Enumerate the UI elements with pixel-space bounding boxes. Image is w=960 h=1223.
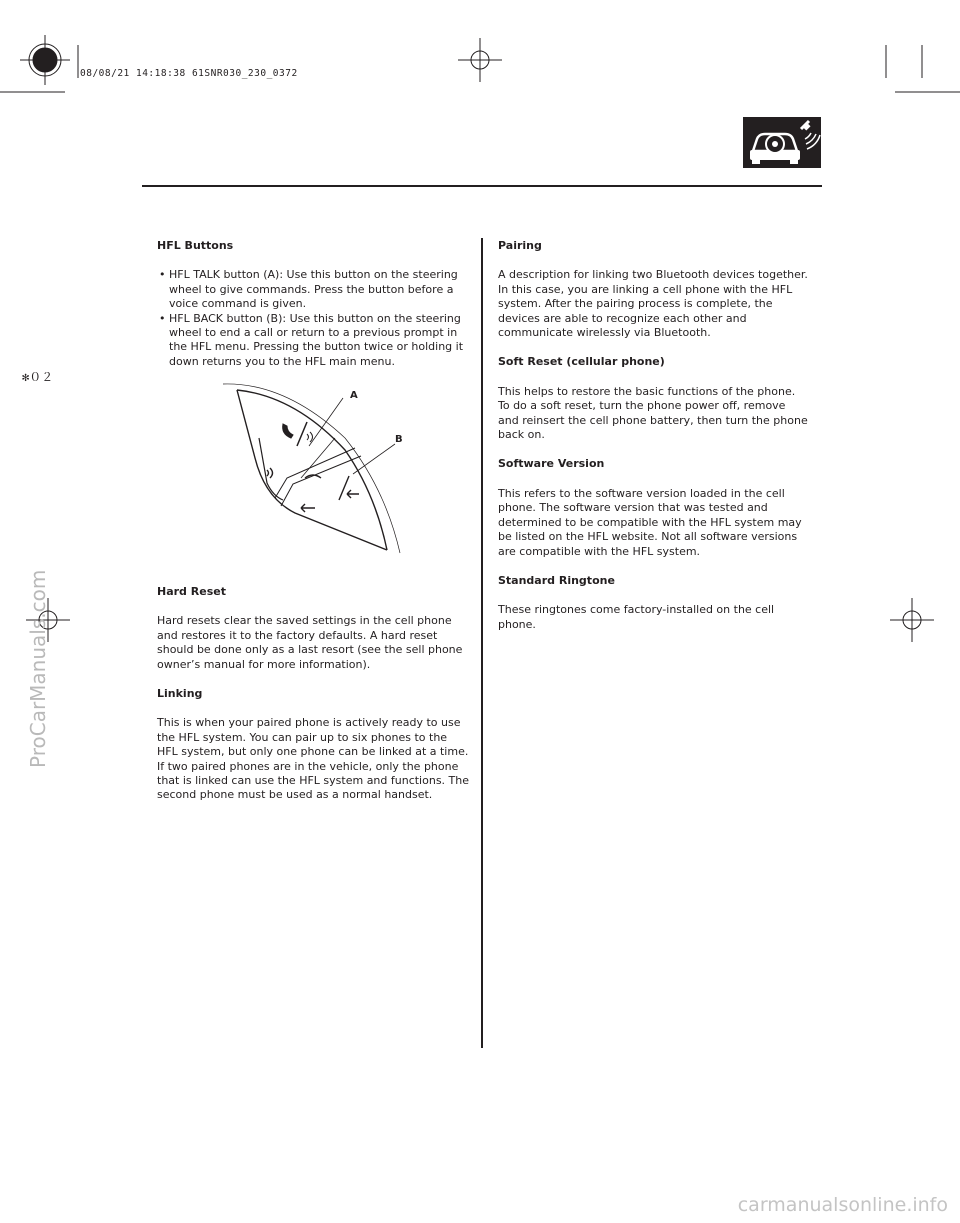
callout-b: B bbox=[395, 434, 403, 445]
pairing-heading: Pairing bbox=[498, 239, 542, 252]
steering-wheel-buttons-figure bbox=[215, 378, 415, 558]
linking-body: This is when your paired phone is actively ready to use the HFL system. You can pair up to six phones to the HFL system, but only one phone can be linked at a time. If two paired phones are in the vehicle, only the phone that is linked can use the HFL system and functions. The second phone must be used as a normal handset. bbox=[157, 716, 469, 802]
footer-watermark: carmanualsonline.info bbox=[737, 1194, 948, 1216]
right-column bbox=[498, 239, 818, 647]
side-watermark: ProCarManuals.com bbox=[26, 569, 50, 768]
software-version-heading: Software Version bbox=[498, 457, 605, 471]
car-satellite-icon bbox=[743, 117, 821, 168]
standard-ringtone-heading: Standard Ringtone bbox=[498, 573, 615, 587]
pairing-body: A description for linking two Bluetooth devices together. In this case, you are linking a cell phone with the HFL system. After the pairing process is complete, the devices are able to recognize each other and communicate wirelessly via Bluetooth. bbox=[498, 268, 808, 340]
software-version-body: This refers to the software version loaded in the cell phone. The software version that was tested and determined to be compatible with the HFL system may be listed on the HFL website. Not all software versions are compatible with the HFL system. bbox=[498, 486, 802, 558]
standard-ringtone-body: These ringtones come factory-installed on the cell phone. bbox=[498, 603, 775, 631]
hard-reset-body: Hard resets clear the saved settings in the cell phone and restores it to the factory defaults. A hard reset should be done only as a last resort (see the sell phone owner’s manual for more information). bbox=[157, 614, 463, 671]
column-divider bbox=[481, 238, 483, 1048]
print-stamp: 08/08/21 14:18:38 61SNR030_230_0372 bbox=[80, 68, 298, 79]
list-item: • HFL TALK button (A): Use this button on the steering wheel to give commands. Press the button before a voice command is given. bbox=[157, 268, 469, 311]
page-code: ✻０２ bbox=[22, 370, 54, 384]
linking-heading: Linking bbox=[157, 687, 203, 701]
talk-button-icon bbox=[283, 422, 313, 446]
soft-reset-heading: Soft Reset (cellular phone) bbox=[498, 355, 665, 369]
list-item: • HFL BACK button (B): Use this button on the steering wheel to end a call or return to a previous prompt in the HFL menu. Pressing the button twice or holding it down returns you to the HFL main menu. bbox=[157, 312, 469, 370]
left-lower-column bbox=[157, 585, 469, 818]
soft-reset-body: This helps to restore the basic functions of the phone. To do a soft reset, turn the phone power off, remove and reinsert the cell phone battery, then turn the phone back on. bbox=[498, 384, 808, 442]
header-rule bbox=[142, 185, 822, 187]
hard-reset-heading: Hard Reset bbox=[157, 585, 226, 598]
callout-a: A bbox=[350, 390, 358, 401]
left-column bbox=[157, 239, 469, 369]
hfl-buttons-heading: HFL Buttons bbox=[157, 239, 234, 252]
hfl-buttons-list bbox=[157, 268, 469, 369]
